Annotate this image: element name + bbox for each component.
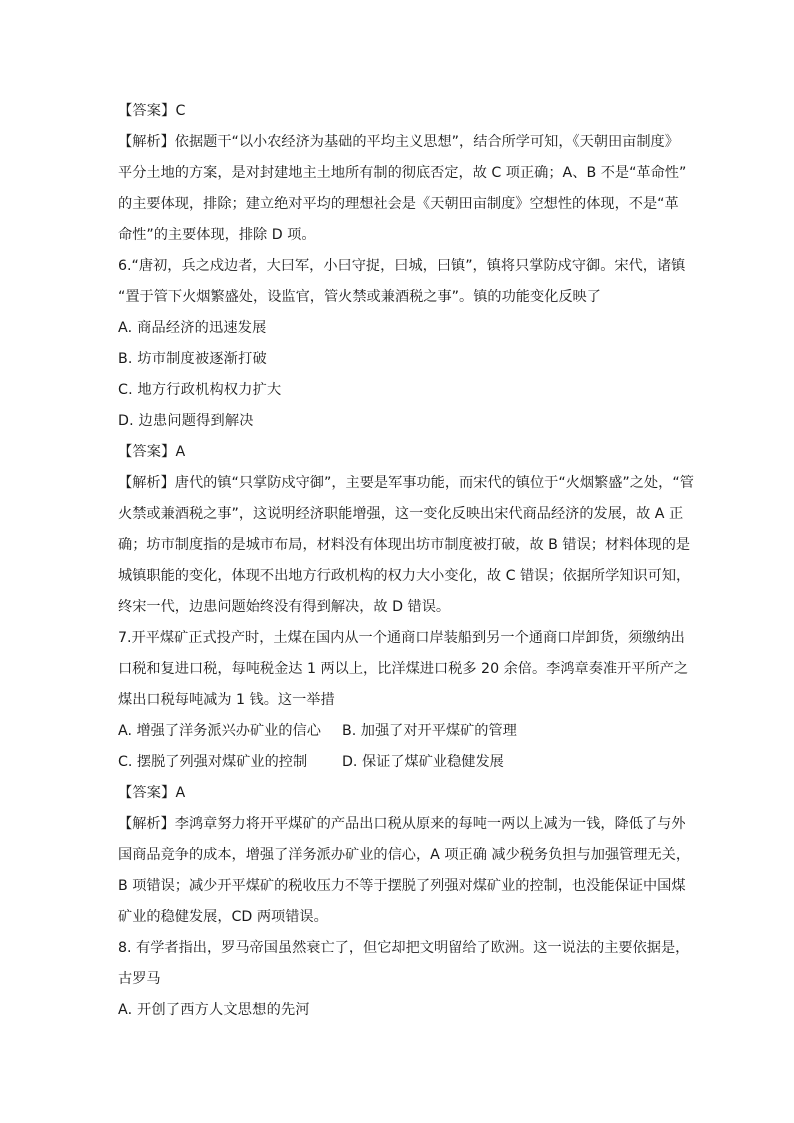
q5-answer: 【答案】C bbox=[118, 103, 186, 119]
q7-analysis-line-1: 【解析】李鸿章努力将开平煤矿的产品出口税从原来的每吨一两以上减为一钱，降低了与外 bbox=[118, 816, 686, 832]
q6-option-d: D. 边患问题得到解决 bbox=[118, 413, 254, 429]
q8-stem-line-2: 古罗马 bbox=[118, 971, 161, 987]
q5-analysis-line-3: 的主要体现，排除；建立绝对平均的理想社会是《天朝田亩制度》空想性的体现，不是“革 bbox=[118, 196, 679, 212]
q6-answer: 【答案】A bbox=[118, 444, 186, 460]
q8-option-a: A. 开创了西方人文思想的先河 bbox=[118, 1002, 310, 1018]
q7-option-a: A. 增强了洋务派兴办矿业的信心 bbox=[118, 723, 321, 739]
q5-analysis-line-1: 【解析】依据题干“以小农经济为基础的平均主义思想”，结合所学可知，《天朝田亩制度》 bbox=[118, 134, 679, 150]
q6-analysis-line-5: 终宋一代，边患问题始终没有得到解决，故 D 错误。 bbox=[118, 599, 451, 615]
q7-stem-line-1: 7.开平煤矿正式投产时，土煤在国内从一个通商口岸装船到另一个通商口岸卸货，须缴纳出 bbox=[118, 630, 685, 646]
q7-analysis-line-3: B 项错误；减少开平煤矿的税收压力不等于摆脱了列强对煤矿业的控制，也没能保证中国煤 bbox=[118, 878, 686, 894]
q7-stem-line-3: 煤出口税每吨减为 1 钱。这一举措 bbox=[118, 692, 335, 708]
q6-option-b: B. 坊市制度被逐渐打破 bbox=[118, 351, 267, 367]
q6-analysis-line-1: 【解析】唐代的镇“只掌防戍守御”，主要是军事功能，而宋代的镇位于“火烟繁盛”之处，“管 bbox=[118, 475, 694, 491]
q7-options-row-2 bbox=[118, 747, 688, 778]
q7-option-b: B. 加强了对开平煤矿的管理 bbox=[342, 723, 517, 739]
document-page bbox=[118, 96, 694, 1026]
q7-analysis-line-2: 国商品竞争的成本，增强了洋务派办矿业的信心，A 项正确 减少税务负担与加强管理无关， bbox=[118, 847, 691, 863]
q7-options-row-1 bbox=[118, 716, 688, 747]
q7-option-c: C. 摆脱了列强对煤矿业的控制 bbox=[118, 754, 308, 770]
q6-analysis-line-2: 火禁或兼酒税之事”，这说明经济职能增强，这一变化反映出宋代商品经济的发展，故 A 正 bbox=[118, 506, 684, 522]
q5-analysis-line-2: 平分土地的方案，是对封建地主土地所有制的彻底否定，故 C 项正确；A、B 不是“革命性” bbox=[118, 165, 687, 181]
q6-stem-line-1: 6.“唐初，兵之戍边者，大曰军，小曰守捉，曰城，曰镇”，镇将只掌防戍守御。宋代，诸镇 bbox=[118, 258, 686, 274]
q6-option-a: A. 商品经济的迅速发展 bbox=[118, 320, 267, 336]
q8-stem-line-1: 8. 有学者指出，罗马帝国虽然衰亡了，但它却把文明留给了欧洲。这一说法的主要依据是， bbox=[118, 940, 690, 956]
q6-stem-line-2: “置于管下火烟繁盛处，设监官，管火禁或兼酒税之事”。镇的功能变化反映了 bbox=[118, 289, 601, 305]
q7-answer: 【答案】A bbox=[118, 785, 186, 801]
q5-analysis-line-4: 命性”的主要体现，排除 D 项。 bbox=[118, 227, 316, 243]
q7-option-d: D. 保证了煤矿业稳健发展 bbox=[342, 754, 504, 770]
q6-option-c: C. 地方行政机构权力扩大 bbox=[118, 382, 282, 398]
q7-analysis-line-4: 矿业的稳健发展，CD 两项错误。 bbox=[118, 909, 328, 925]
q6-analysis-line-3: 确；坊市制度指的是城市布局，材料没有体现出坊市制度被打破，故 B 错误；材料体现的是 bbox=[118, 537, 691, 553]
q7-stem-line-2: 口税和复进口税，每吨税金达 1 两以上，比洋煤进口税多 20 余倍。李鸿章奏准开平所产之 bbox=[118, 661, 689, 677]
q6-analysis-line-4: 城镇职能的变化，体现不出地方行政机构的权力大小变化，故 C 错误；依据所学知识可知， bbox=[118, 568, 691, 584]
